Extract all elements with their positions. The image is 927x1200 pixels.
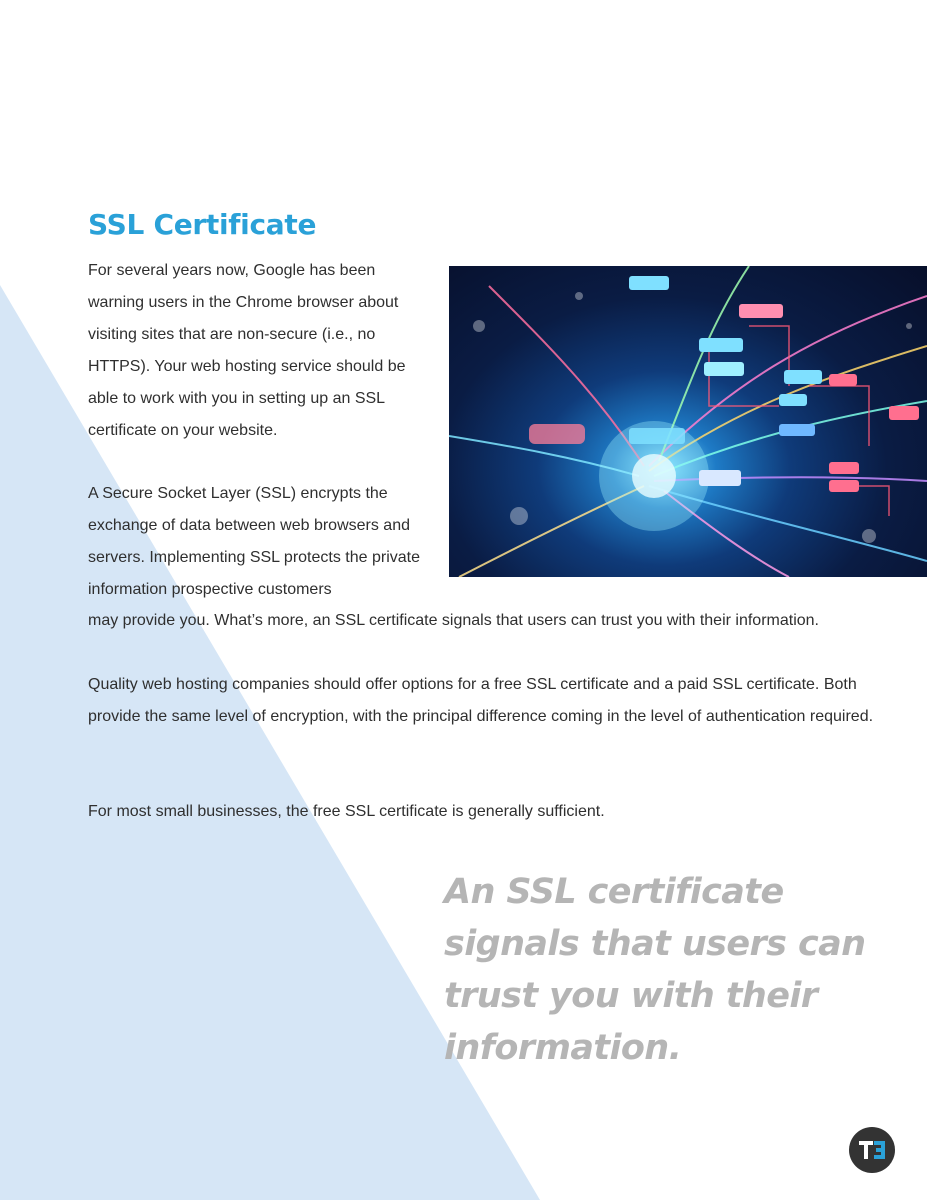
brand-logo	[849, 1127, 895, 1173]
paragraph-ssl-definition: A Secure Socket Layer (SSL) encrypts the exchange of data between web browsers and servers. Implementing SSL protects the private information prospective customers	[88, 485, 420, 598]
page-title: SSL Certificate	[88, 208, 317, 241]
te-monogram-icon	[857, 1139, 887, 1161]
network-illustration-image	[449, 266, 927, 577]
paragraph-recommendation: For most small businesses, the free SSL certificate is generally sufficient.	[88, 803, 605, 820]
paragraph-intro: For several years now, Google has been warning users in the Chrome browser about visiting sites that are non-secure (i.e., no HTTPS). Your web hosting service should be able to work with you in setting up an SSL certificate on your website.	[88, 262, 406, 439]
paragraph-ssl-definition-continued: may provide you. What’s more, an SSL certificate signals that users can trust you with their information.	[88, 612, 819, 629]
pull-quote: An SSL certificate signals that users can trust you with their information.	[444, 872, 866, 1068]
paragraph-hosting-options: Quality web hosting companies should offer options for a free SSL certificate and a paid SSL certificate. Both provide the same level of encryption, with the principal difference coming in the level of authentication required.	[88, 676, 874, 725]
